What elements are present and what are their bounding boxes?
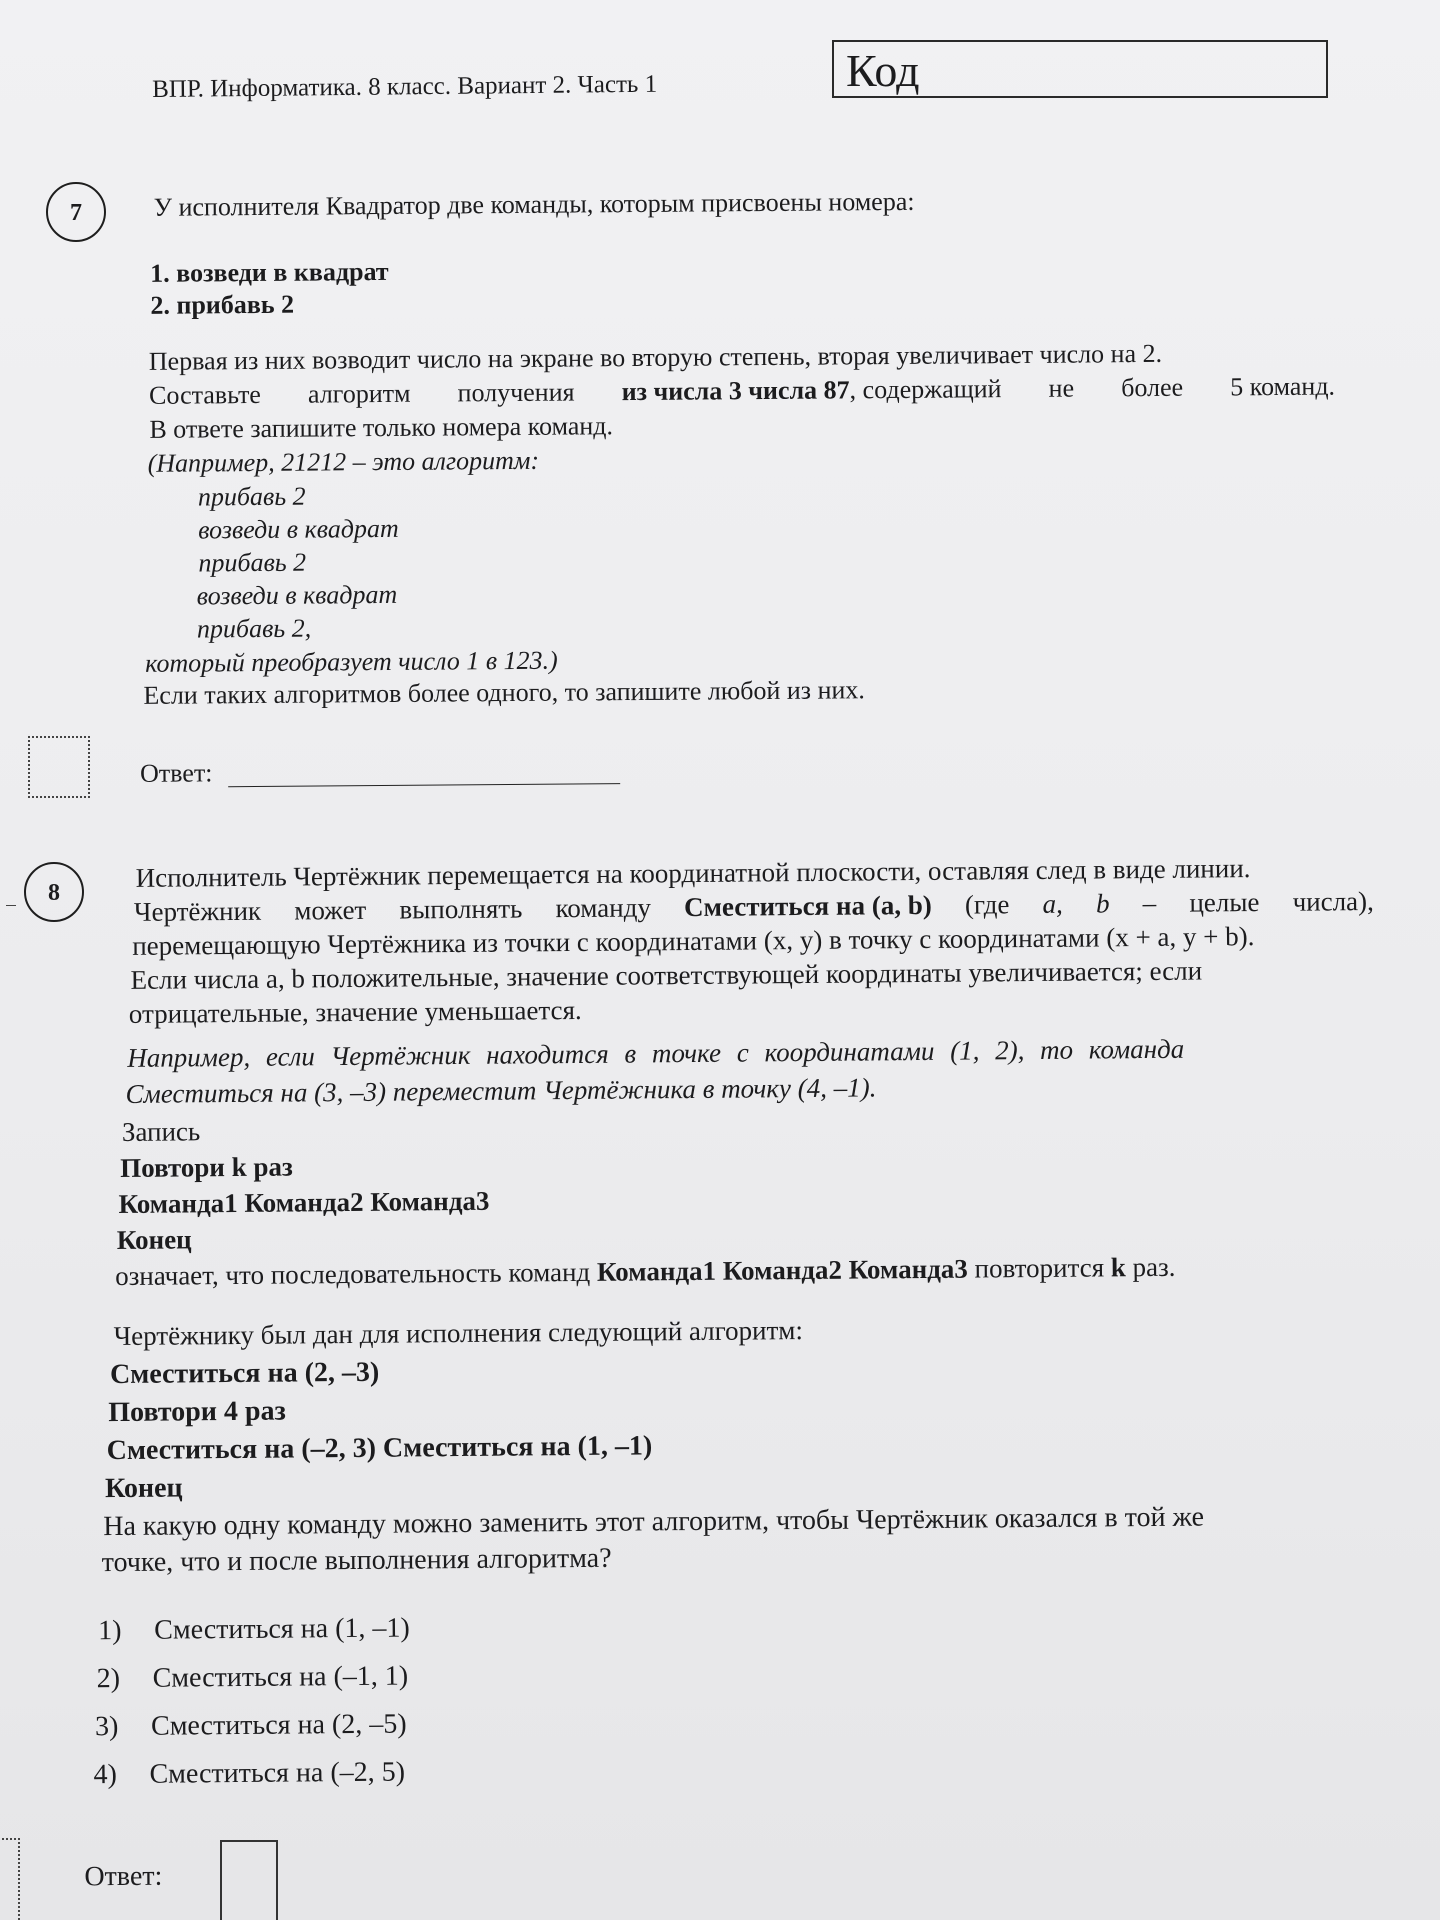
line2-command: Сместиться на (a, b) bbox=[683, 889, 932, 923]
p2-word: получения bbox=[457, 377, 575, 408]
p2-word: алгоритм bbox=[307, 378, 411, 409]
task-8-question-1: На какую одну команду можно заменить этот алгоритм, чтобы Чертёжник оказался в той же bbox=[103, 1501, 1205, 1543]
task-7-intro: У исполнителя Квадратор две команды, которым присвоены номера: bbox=[153, 186, 915, 222]
task-8-line-4: Если числа a, b положительные, значение соответствующей координаты увеличивается; если bbox=[130, 955, 1203, 995]
task-8-option-4[interactable] bbox=[93, 1757, 405, 1792]
task-8-option-3[interactable] bbox=[95, 1709, 407, 1744]
means-text: означает, что последовательность команд bbox=[115, 1256, 598, 1292]
task-8-algo-line-4: Конец bbox=[104, 1472, 183, 1505]
p2-bold-phrase: из числа 3 числа 87 bbox=[621, 375, 850, 407]
task-7-example-head: (Например, 21212 – это алгоритм: bbox=[147, 445, 540, 478]
task-7-example-step-5: прибавь 2, bbox=[196, 613, 312, 644]
line2-dash: – bbox=[1142, 887, 1157, 919]
p2-word: не bbox=[1048, 373, 1075, 403]
option-number: 4) bbox=[93, 1759, 117, 1791]
option-text: Сместиться на (–2, 5) bbox=[149, 1756, 406, 1790]
task-7-command-2: 2. прибавь 2 bbox=[150, 289, 295, 320]
option-number: 1) bbox=[98, 1615, 122, 1647]
option-number: 2) bbox=[96, 1663, 121, 1695]
line2-var-a: a, bbox=[1042, 888, 1063, 919]
task-7-number: 7 bbox=[46, 182, 106, 242]
task-8-means bbox=[115, 1252, 1176, 1292]
task-7-paragraph-3: В ответе запишите только номера команд. bbox=[149, 411, 614, 444]
task-8-given: Чертёжнику был дан для исполнения следующий алгоритм: bbox=[113, 1315, 804, 1352]
task-7-example-tail: который преобразует число 1 в 123.) bbox=[145, 645, 558, 678]
line2-word: целые bbox=[1189, 887, 1260, 918]
task-8-record-word: Запись bbox=[121, 1116, 201, 1147]
task-8-line-1: Исполнитель Чертёжник перемещается на координатной плоскости, оставляя след в виде линии. bbox=[135, 853, 1251, 893]
task-8-algo-line-1: Сместиться на (2, –3) bbox=[109, 1356, 380, 1391]
means-text: раз. bbox=[1125, 1251, 1176, 1283]
line2-word: (где bbox=[964, 889, 1010, 920]
task-8-algo-line-3: Сместиться на (–2, 3) Сместиться на (1, –1) bbox=[106, 1430, 653, 1467]
header-title: ВПР. Информатика. 8 класс. Вариант 2. Часть 1 bbox=[152, 70, 658, 103]
task-8-line-5: отрицательные, значение уменьшается. bbox=[128, 994, 582, 1029]
task-7-example-step-2: возведи в квадрат bbox=[198, 513, 399, 545]
means-text: повторится bbox=[967, 1252, 1111, 1284]
option-text: Сместиться на (2, –5) bbox=[150, 1708, 407, 1742]
line2-word: числа), bbox=[1292, 886, 1374, 917]
means-commands: Команда1 Команда2 Команда3 bbox=[596, 1253, 968, 1287]
line2-var-b: b bbox=[1095, 888, 1110, 919]
task-7-example-step-1: прибавь 2 bbox=[197, 481, 306, 512]
option-number: 3) bbox=[94, 1711, 119, 1743]
task-8-option-2[interactable] bbox=[97, 1661, 409, 1696]
task-8-question-2: точке, что и после выполнения алгоритма? bbox=[101, 1542, 612, 1579]
line2-word: команду bbox=[555, 892, 652, 924]
task-7-paragraph-1: Первая из них возводит число на экране во вторую степень, вторая увеличивает число на 2. bbox=[148, 338, 1163, 376]
p2-word: , содержащий bbox=[849, 374, 1002, 405]
task-8-record-line-2: Команда1 Команда2 Команда3 bbox=[118, 1185, 490, 1220]
p2-word: Составьте bbox=[148, 379, 262, 410]
line2-word: выполнять bbox=[399, 893, 523, 925]
line2-word: Чертёжник bbox=[133, 895, 262, 927]
means-k: k bbox=[1110, 1252, 1126, 1283]
option-text: Сместиться на (–1, 1) bbox=[152, 1660, 409, 1694]
task-8-option-1[interactable] bbox=[98, 1612, 410, 1647]
task-8-example-1: Например, если Чертёжник находится в точке с координатами (1, 2), то команда bbox=[127, 1033, 1185, 1073]
task-8-number: 8 bbox=[24, 862, 84, 922]
task-8-algo-line-2: Повтори 4 раз bbox=[108, 1395, 286, 1429]
task-8-record-line-3: Конец bbox=[116, 1224, 192, 1256]
task-7-paragraph-4: Если таких алгоритмов более одного, то запишите любой из них. bbox=[143, 675, 865, 710]
task-7-answer-label: Ответ: bbox=[139, 758, 213, 788]
task-7-command-1: 1. возведи в квадрат bbox=[150, 256, 389, 288]
code-label: Код bbox=[846, 45, 920, 96]
task-7-example-step-3: прибавь 2 bbox=[198, 547, 307, 578]
task-8-answer-box[interactable] bbox=[220, 1840, 278, 1920]
option-text: Сместиться на (1, –1) bbox=[154, 1612, 410, 1646]
p2-word: 5 команд. bbox=[1230, 371, 1336, 402]
task-8-line-3: перемещающую Чертёжника из точки с координатами (x, y) в точку с координатами (x + a, y + b). bbox=[132, 921, 1255, 961]
task-8-score-box[interactable] bbox=[0, 1838, 20, 1920]
line2-word: может bbox=[294, 894, 367, 926]
p2-word: более bbox=[1121, 372, 1184, 403]
task-8-example-2: Сместиться на (3, –3) переместит Чертёжника в точку (4, –1). bbox=[125, 1072, 877, 1109]
task-8-answer-label: Ответ: bbox=[84, 1860, 163, 1893]
task-8-record-line-1: Повтори k раз bbox=[120, 1151, 293, 1183]
task-7-example-step-4: возведи в квадрат bbox=[196, 579, 398, 611]
